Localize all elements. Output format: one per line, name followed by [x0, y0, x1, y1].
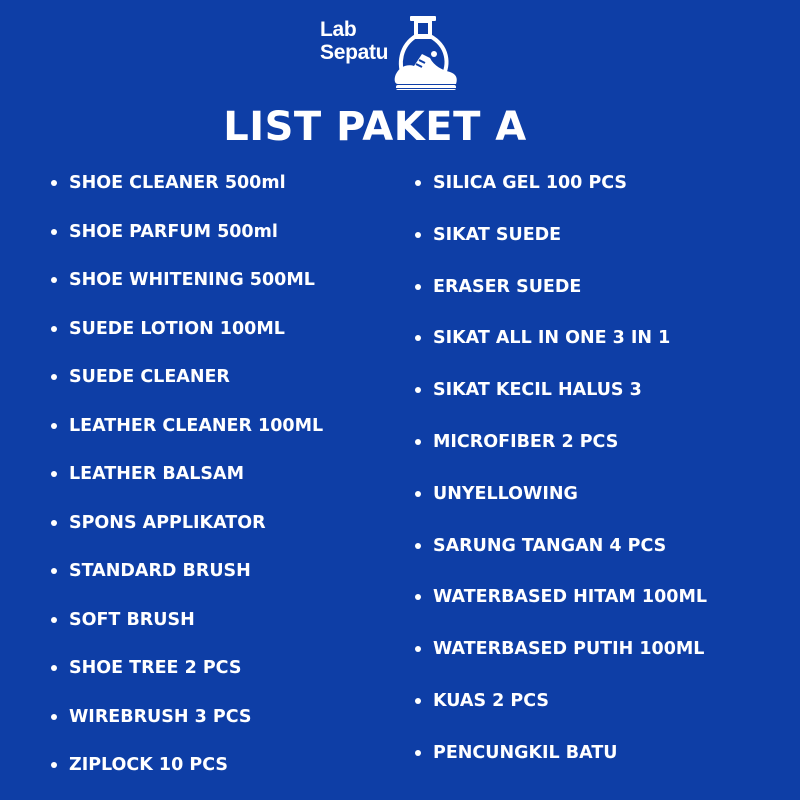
list-item — [50, 460, 323, 509]
bullet-dot-icon — [415, 646, 421, 652]
bullet-dot-icon — [415, 335, 421, 341]
left-item-list — [50, 169, 323, 800]
list-item — [414, 169, 707, 221]
list-item — [414, 687, 707, 739]
logo-text — [320, 18, 388, 64]
list-item — [50, 606, 323, 655]
bullet-dot-icon — [415, 750, 421, 756]
bullet-dot-icon — [415, 698, 421, 704]
bullet-dot-icon — [51, 617, 57, 623]
list-item — [50, 266, 323, 315]
list-item — [414, 480, 707, 532]
list-item-label: ZIPLOCK 10 PCS — [69, 755, 228, 775]
bullet-dot-icon — [51, 568, 57, 574]
list-item-label: KUAS 2 PCS — [433, 690, 550, 711]
list-item — [50, 412, 323, 461]
list-item — [50, 703, 323, 752]
bullet-dot-icon — [415, 543, 421, 549]
bullet-dot-icon — [415, 387, 421, 393]
bullet-dot-icon — [415, 284, 421, 290]
list-item-label: SIKAT SUEDE — [433, 224, 562, 245]
list-item — [50, 169, 323, 218]
bullet-dot-icon — [415, 439, 421, 445]
bullet-dot-icon — [415, 594, 421, 600]
list-item-label: SPONS APPLIKATOR — [69, 512, 266, 533]
logo-text-line2: Sepatu — [320, 41, 389, 64]
bullet-dot-icon — [51, 374, 57, 380]
list-item — [414, 273, 707, 325]
bullet-dot-icon — [51, 520, 57, 526]
list-item-label: SUEDE CLEANER — [69, 367, 230, 387]
list-item-label: ERASER SUEDE — [433, 276, 582, 297]
list-item — [414, 583, 707, 635]
bullet-dot-icon — [51, 229, 57, 235]
list-item-label: SHOE CLEANER 500ml — [69, 173, 286, 193]
bullet-dot-icon — [415, 491, 421, 497]
list-item-label: SIKAT ALL IN ONE 3 IN 1 — [433, 328, 671, 349]
list-item-label: SHOE PARFUM 500ml — [69, 221, 278, 242]
bullet-dot-icon — [415, 232, 421, 238]
list-item — [414, 635, 707, 687]
list-item-label: SOFT BRUSH — [69, 609, 195, 630]
bullet-dot-icon — [51, 180, 57, 186]
bullet-dot-icon — [415, 180, 421, 186]
list-item-label: SHOE TREE 2 PCS — [69, 658, 242, 678]
page-title: LIST PAKET A — [223, 104, 527, 150]
list-item-label: SARUNG TANGAN 4 PCS — [433, 535, 667, 556]
list-item — [414, 532, 707, 584]
list-item-label: WATERBASED HITAM 100ML — [433, 587, 708, 608]
right-item-list — [414, 169, 707, 791]
list-item — [414, 324, 707, 376]
list-item — [414, 221, 707, 273]
list-item-label: WIREBRUSH 3 PCS — [69, 706, 252, 727]
brand-logo — [318, 14, 488, 104]
bullet-dot-icon — [51, 277, 57, 283]
bullet-dot-icon — [51, 762, 57, 768]
list-item — [414, 428, 707, 480]
list-item-label: LEATHER CLEANER 100ML — [69, 415, 324, 436]
list-item — [50, 315, 323, 364]
list-item — [50, 509, 323, 558]
list-item-label: SUEDE LOTION 100ML — [69, 318, 285, 339]
list-item-label: SILICA GEL 100 PCS — [433, 173, 628, 193]
list-item-label: PENCUNGKIL BATU — [433, 742, 618, 763]
list-item — [50, 218, 323, 267]
list-item-label: STANDARD BRUSH — [69, 561, 251, 581]
list-item-label: WATERBASED PUTIH 100ML — [433, 639, 705, 660]
list-item — [414, 739, 707, 791]
list-item — [414, 376, 707, 428]
logo-text-line1: Lab — [320, 18, 357, 41]
list-item-label: LEATHER BALSAM — [69, 464, 244, 484]
bullet-dot-icon — [51, 665, 57, 671]
bullet-dot-icon — [51, 423, 57, 429]
list-item-label: MICROFIBER 2 PCS — [433, 431, 619, 452]
list-item — [50, 557, 323, 606]
list-item-label: UNYELLOWING — [433, 483, 578, 504]
flask-shoe-icon — [394, 14, 466, 102]
bullet-dot-icon — [51, 326, 57, 332]
list-item — [50, 751, 323, 800]
bullet-dot-icon — [51, 471, 57, 477]
list-item-label: SHOE WHITENING 500ML — [69, 270, 315, 290]
list-item — [50, 363, 323, 412]
bullet-dot-icon — [51, 714, 57, 720]
list-item — [50, 654, 323, 703]
list-item-label: SIKAT KECIL HALUS 3 — [433, 380, 642, 401]
